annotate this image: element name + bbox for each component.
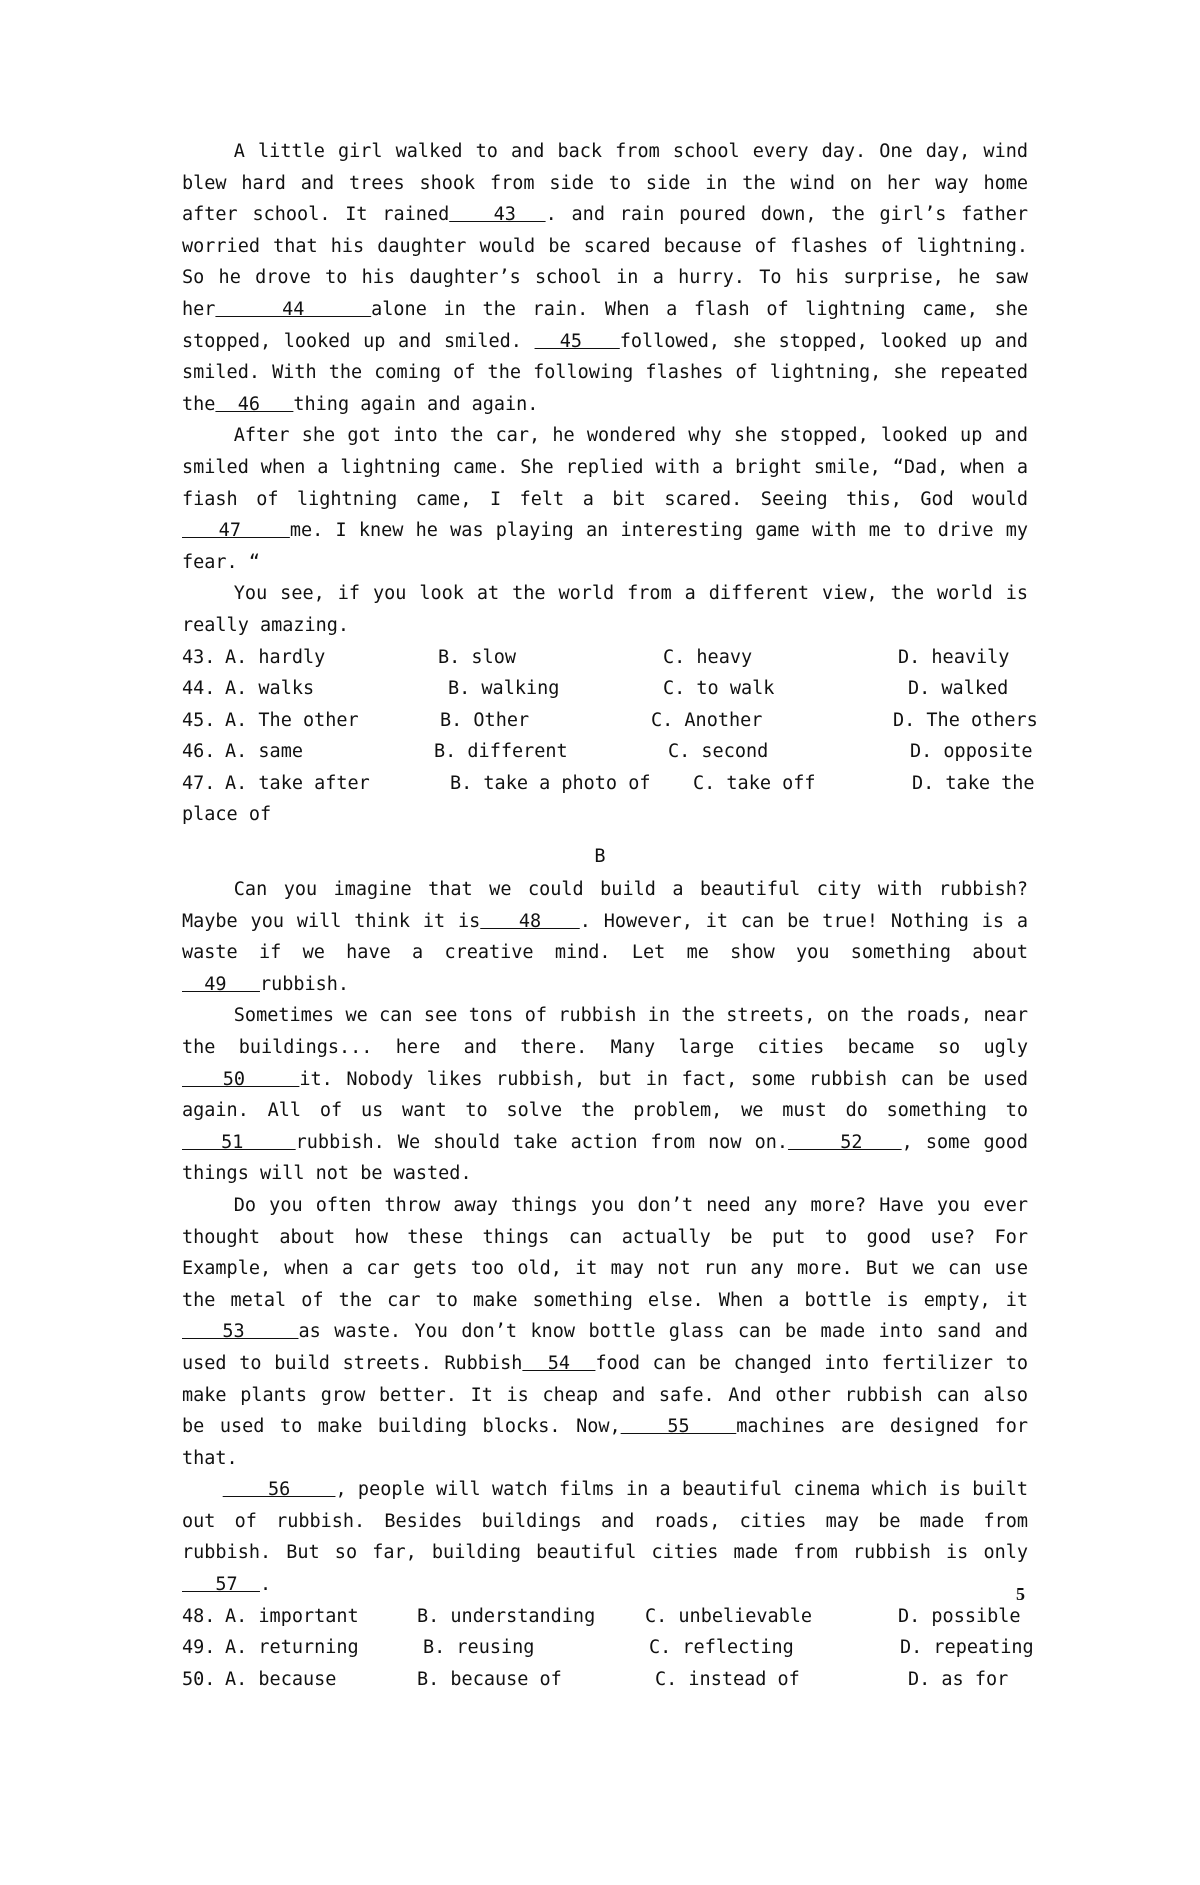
option-row-45 [182, 705, 1038, 737]
option-c[interactable]: C. second [668, 741, 769, 763]
passage-a-paragraph-2 [182, 420, 1028, 578]
option-row-50 [182, 1664, 1028, 1696]
option-row-47 [182, 768, 1035, 800]
text-run: Do you often throw away things you don’t need any more? Have you ever thought about how these things can actually be put to good use? For Example, when a car gets too old, it may not run any more. But we can use the metal of the car to make something else. When a bottle is empty, it [182, 1194, 1028, 1311]
blank-48[interactable]: 48 [480, 910, 580, 932]
question-number: 43. [182, 646, 216, 668]
option-b[interactable]: B. Other [440, 709, 530, 731]
option-b[interactable]: B. walking [448, 678, 560, 700]
section-title-b: B [594, 846, 606, 867]
text-run: , people will watch films in a beautiful cinema which is built out of rubbish. Besides buildings and roads, cities may be made from rubbish. But so far, building beautiful cities made from rubbish is only [182, 1479, 1028, 1564]
options-b [182, 1601, 1034, 1696]
option-c[interactable]: C. heavy [663, 646, 753, 668]
option-d[interactable]: D. repeating [900, 1637, 1034, 1659]
text-run: followed, she stopped, looked up and smiled. With the coming of the following flashes of lightning, she repeated the [182, 330, 1029, 415]
option-c[interactable]: C. to walk [663, 678, 775, 700]
option-c[interactable]: C. instead of [655, 1668, 800, 1690]
option-d[interactable]: D. opposite [910, 741, 1033, 763]
option-a[interactable]: A. important [225, 1605, 359, 1627]
passage-a-paragraph-3 [182, 578, 1028, 641]
passage-b-paragraph-4 [182, 1474, 1028, 1600]
option-d[interactable]: D. take the [912, 772, 1035, 794]
options-a [182, 642, 1038, 832]
blank-46[interactable]: 46 [215, 393, 294, 415]
blank-45[interactable]: 45 [534, 330, 620, 352]
option-row-43 [182, 642, 1028, 674]
option-d[interactable]: D. The others [893, 709, 1038, 731]
passage-b-paragraph-3 [182, 1190, 1028, 1474]
passage-b-paragraph-1 [182, 874, 1028, 1000]
text-run: as waste. You don’t know bottle glass can be made into sand and used to build streets. Rubbish [182, 1321, 1028, 1374]
text-run: . [259, 1574, 272, 1596]
option-row-49 [182, 1632, 1034, 1664]
option-a[interactable]: A. The other [225, 709, 359, 731]
option-d[interactable]: D. possible [898, 1605, 1021, 1627]
blank-49[interactable]: 49 [182, 973, 260, 995]
option-a[interactable]: A. hardly [225, 646, 326, 668]
option-c[interactable]: C. Another [651, 709, 763, 731]
text-run: , some good things will not be wasted. [182, 1131, 1029, 1185]
page-number: 5 [1016, 1584, 1025, 1604]
blank-56[interactable]: 56 [222, 1479, 336, 1501]
question-number: 44. [182, 678, 216, 700]
passage-b-paragraph-2 [182, 1000, 1028, 1190]
passage-b [182, 874, 1034, 1695]
option-b[interactable]: B. understanding [417, 1605, 596, 1627]
blank-57[interactable]: 57 [182, 1574, 260, 1596]
text-run: me. I knew he was playing an interesting game with me to drive my fear. “ [182, 520, 1028, 573]
option-d[interactable]: D. heavily [898, 646, 1010, 668]
blank-54[interactable]: 54 [522, 1352, 596, 1374]
option-d-continuation: place of [182, 804, 272, 826]
text-run: it. Nobody likes rubbish, but in fact, some rubbish can be used again. All of us want to solve the problem, we must do something to [182, 1068, 1028, 1122]
text-run: rubbish. [259, 973, 350, 995]
blank-50[interactable]: 50 [182, 1068, 300, 1090]
question-number: 50. [182, 1668, 216, 1690]
text-run: food can be changed into fertilizer to make plants grow better. It is cheap and safe. And other rubbish can also be used to make building blocks. Now, [182, 1352, 1029, 1438]
question-number: 46. [182, 741, 216, 763]
text-run: A little girl walked to and back from school every day. One day, wind blew hard and trees shook from side to side in the wind on her way home after school. It rained [182, 141, 1028, 226]
option-b[interactable]: B. reusing [423, 1637, 535, 1659]
option-row-44 [182, 673, 1028, 705]
text-run: . However, it can be true! Nothing is a waste if we have a creative mind. Let me show you something about [182, 910, 1028, 964]
question-number: 45. [182, 709, 216, 731]
text-run: You see, if you look at the world from a different view, the world is really amazing. [182, 583, 1028, 636]
text-run: . and rain poured down, the girl’s father worried that his daughter would be scared because of flashes of lightning. So he drove to his daughter’s school in a hurry. To his surprise, he saw her [182, 204, 1029, 320]
question-number: 48. [182, 1605, 216, 1627]
text-run: After she got into the car, he wondered why she stopped, looked up and smiled when a lightning came. She replied with a bright smile, “Dad, when a fiash of lightning came, I felt a bit scared. Seeing this, God would [182, 425, 1028, 510]
text-run: Can you imagine that we could build a beautiful city with rubbish? Maybe you will think it is [182, 879, 1028, 932]
blank-47[interactable]: 47 [182, 520, 290, 542]
option-wrap-line [182, 799, 1028, 831]
option-b[interactable]: B. different [434, 741, 568, 763]
option-a[interactable]: A. walks [225, 678, 315, 700]
text-run: machines are designed for that. [182, 1416, 1028, 1469]
text-run: Sometimes we can see tons of rubbish in the streets, on the roads, near the buildings... here and there. Many large cities became so ugly [182, 1005, 1028, 1058]
option-row-46 [182, 736, 1033, 768]
option-b[interactable]: B. slow [438, 646, 516, 668]
option-c[interactable]: C. unbelievable [645, 1605, 813, 1627]
option-b[interactable]: B. take a photo of [450, 772, 651, 794]
blank-51[interactable]: 51 [182, 1131, 296, 1153]
question-number: 47. [182, 772, 216, 794]
option-c[interactable]: C. reflecting [649, 1637, 794, 1659]
option-row-48 [182, 1601, 1028, 1633]
text-run: alone in the rain. When a flash of lightning came, she stopped, looked up and smiled. [182, 298, 1028, 352]
option-a[interactable]: A. returning [225, 1637, 359, 1659]
blank-55[interactable]: 55 [620, 1416, 737, 1438]
option-d[interactable]: D. walked [908, 678, 1009, 700]
blank-52[interactable]: 52 [788, 1131, 902, 1153]
text-run: thing again and again. [293, 393, 539, 415]
option-a[interactable]: A. same [225, 741, 303, 763]
passage-a-paragraph-1 [182, 136, 1028, 420]
blank-44[interactable]: 44 [215, 298, 372, 320]
option-a[interactable]: A. because [225, 1668, 337, 1690]
passage-a [182, 136, 1038, 831]
option-c[interactable]: C. take off [693, 772, 816, 794]
option-a[interactable]: A. take after [225, 772, 370, 794]
option-d[interactable]: D. as for [908, 1668, 1009, 1690]
blank-53[interactable]: 53 [182, 1321, 299, 1343]
text-run: rubbish. We should take action from now on. [295, 1131, 788, 1153]
option-b[interactable]: B. because of [417, 1668, 562, 1690]
blank-43[interactable]: 43 [449, 204, 546, 226]
question-number: 49. [182, 1637, 216, 1659]
